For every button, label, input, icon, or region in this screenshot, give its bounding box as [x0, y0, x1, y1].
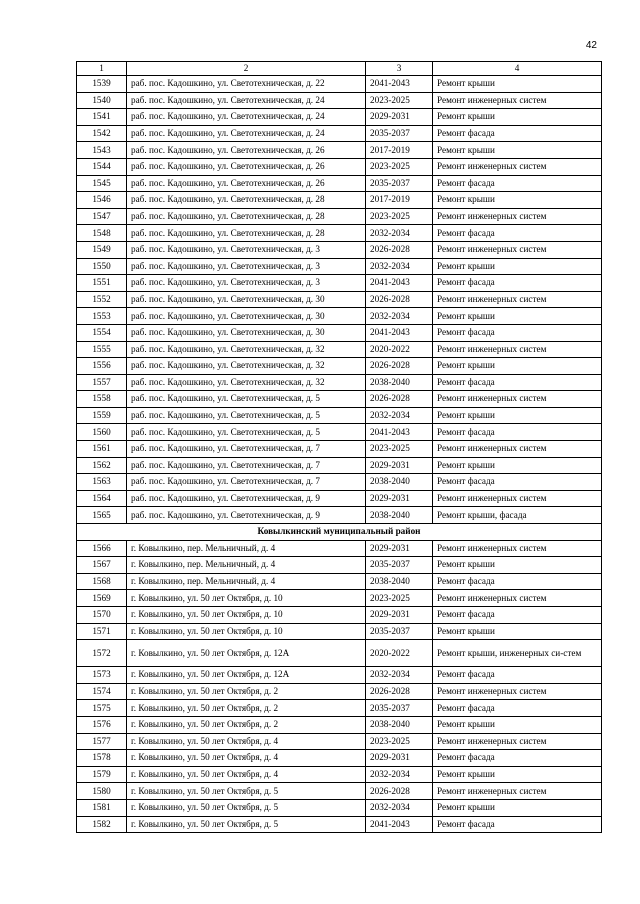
- address-cell: г. Ковылкино, ул. 50 лет Октября, д. 2: [127, 683, 366, 700]
- table-row: [77, 457, 602, 474]
- address-cell: г. Ковылкино, ул. 50 лет Октября, д. 4: [127, 733, 366, 750]
- table-row: [77, 640, 602, 667]
- row-number: 1545: [77, 175, 127, 192]
- work-type-cell: Ремонт инженерных систем: [433, 540, 602, 557]
- table-row: [77, 324, 602, 341]
- period-cell: 2032-2034: [366, 766, 433, 783]
- table-row: [77, 142, 602, 159]
- period-cell: 2035-2037: [366, 175, 433, 192]
- row-number: 1579: [77, 766, 127, 783]
- work-type-cell: Ремонт крыши: [433, 258, 602, 275]
- table-row: [77, 667, 602, 684]
- work-type-cell: Ремонт крыши: [433, 76, 602, 93]
- row-number: 1572: [77, 640, 127, 667]
- work-type-cell: Ремонт крыши: [433, 799, 602, 816]
- work-type-cell: Ремонт крыши: [433, 142, 602, 159]
- address-cell: раб. пос. Кадошкино, ул. Светотехническая, д. 26: [127, 175, 366, 192]
- row-number: 1568: [77, 573, 127, 590]
- work-type-cell: Ремонт инженерных систем: [433, 783, 602, 800]
- period-cell: 2038-2040: [366, 374, 433, 391]
- address-cell: г. Ковылкино, ул. 50 лет Октября, д. 2: [127, 700, 366, 717]
- row-number: 1541: [77, 109, 127, 126]
- work-type-cell: Ремонт фасада: [433, 175, 602, 192]
- table-row: [77, 92, 602, 109]
- period-cell: 2017-2019: [366, 142, 433, 159]
- work-type-cell: Ремонт фасада: [433, 374, 602, 391]
- period-cell: 2029-2031: [366, 109, 433, 126]
- table-row: [77, 733, 602, 750]
- address-cell: раб. пос. Кадошкино, ул. Светотехническая, д. 30: [127, 324, 366, 341]
- row-number: 1553: [77, 308, 127, 325]
- period-cell: 2026-2028: [366, 783, 433, 800]
- row-number: 1562: [77, 457, 127, 474]
- row-number: 1556: [77, 358, 127, 375]
- table-row: [77, 391, 602, 408]
- address-cell: раб. пос. Кадошкино, ул. Светотехническая, д. 7: [127, 474, 366, 491]
- table-row: [77, 799, 602, 816]
- address-cell: раб. пос. Кадошкино, ул. Светотехническая, д. 3: [127, 241, 366, 258]
- address-cell: г. Ковылкино, ул. 50 лет Октября, д. 10: [127, 623, 366, 640]
- period-cell: 2038-2040: [366, 507, 433, 524]
- work-type-cell: Ремонт инженерных систем: [433, 241, 602, 258]
- table-row: [77, 358, 602, 375]
- row-number: 1581: [77, 799, 127, 816]
- table-row: [77, 424, 602, 441]
- address-cell: раб. пос. Кадошкино, ул. Светотехническая, д. 24: [127, 125, 366, 142]
- table-row: [77, 308, 602, 325]
- period-cell: 2032-2034: [366, 308, 433, 325]
- column-header: 3: [366, 62, 433, 76]
- row-number: 1549: [77, 241, 127, 258]
- period-cell: 2038-2040: [366, 573, 433, 590]
- period-cell: 2026-2028: [366, 358, 433, 375]
- row-number: 1567: [77, 557, 127, 574]
- table-row: [77, 623, 602, 640]
- row-number: 1551: [77, 275, 127, 292]
- column-header: 4: [433, 62, 602, 76]
- period-cell: 2023-2025: [366, 208, 433, 225]
- table-row: [77, 716, 602, 733]
- work-type-cell: Ремонт инженерных систем: [433, 590, 602, 607]
- work-type-cell: Ремонт крыши: [433, 716, 602, 733]
- period-cell: 2041-2043: [366, 275, 433, 292]
- work-type-cell: Ремонт инженерных систем: [433, 341, 602, 358]
- address-cell: г. Ковылкино, ул. 50 лет Октября, д. 5: [127, 816, 366, 833]
- table-row: [77, 241, 602, 258]
- table-row: [77, 573, 602, 590]
- row-number: 1555: [77, 341, 127, 358]
- period-cell: 2026-2028: [366, 291, 433, 308]
- address-cell: раб. пос. Кадошкино, ул. Светотехническая, д. 9: [127, 507, 366, 524]
- address-cell: раб. пос. Кадошкино, ул. Светотехническая, д. 30: [127, 291, 366, 308]
- address-cell: раб. пос. Кадошкино, ул. Светотехническая, д. 32: [127, 341, 366, 358]
- period-cell: 2023-2025: [366, 441, 433, 458]
- period-cell: 2038-2040: [366, 716, 433, 733]
- table-row: [77, 341, 602, 358]
- table-row: [77, 441, 602, 458]
- address-cell: г. Ковылкино, ул. 50 лет Октября, д. 10: [127, 590, 366, 607]
- address-cell: раб. пос. Кадошкино, ул. Светотехническая, д. 3: [127, 275, 366, 292]
- address-cell: г. Ковылкино, ул. 50 лет Октября, д. 12А: [127, 667, 366, 684]
- work-type-cell: Ремонт фасада: [433, 667, 602, 684]
- work-type-cell: Ремонт фасада: [433, 424, 602, 441]
- row-number: 1542: [77, 125, 127, 142]
- row-number: 1559: [77, 407, 127, 424]
- row-number: 1561: [77, 441, 127, 458]
- address-cell: раб. пос. Кадошкино, ул. Светотехническая, д. 26: [127, 158, 366, 175]
- period-cell: 2035-2037: [366, 700, 433, 717]
- table-row: [77, 158, 602, 175]
- work-type-cell: Ремонт инженерных систем: [433, 683, 602, 700]
- table-row: [77, 557, 602, 574]
- address-cell: раб. пос. Кадошкино, ул. Светотехническая, д. 32: [127, 374, 366, 391]
- period-cell: 2026-2028: [366, 683, 433, 700]
- row-number: 1582: [77, 816, 127, 833]
- period-cell: 2020-2022: [366, 341, 433, 358]
- work-type-cell: Ремонт крыши, инженерных си-стем: [433, 640, 602, 667]
- row-number: 1573: [77, 667, 127, 684]
- work-type-cell: Ремонт фасада: [433, 125, 602, 142]
- work-type-cell: Ремонт крыши: [433, 407, 602, 424]
- period-cell: 2026-2028: [366, 391, 433, 408]
- work-type-cell: Ремонт крыши: [433, 623, 602, 640]
- table-row: [77, 700, 602, 717]
- work-type-cell: Ремонт фасада: [433, 474, 602, 491]
- period-cell: 2017-2019: [366, 192, 433, 209]
- row-number: 1578: [77, 750, 127, 767]
- period-cell: 2023-2025: [366, 590, 433, 607]
- period-cell: 2023-2025: [366, 158, 433, 175]
- row-number: 1557: [77, 374, 127, 391]
- table-row: [77, 683, 602, 700]
- row-number: 1543: [77, 142, 127, 159]
- row-number: 1576: [77, 716, 127, 733]
- period-cell: 2029-2031: [366, 540, 433, 557]
- address-cell: раб. пос. Кадошкино, ул. Светотехническая, д. 7: [127, 441, 366, 458]
- period-cell: 2041-2043: [366, 816, 433, 833]
- row-number: 1547: [77, 208, 127, 225]
- period-cell: 2041-2043: [366, 324, 433, 341]
- period-cell: 2023-2025: [366, 92, 433, 109]
- period-cell: 2032-2034: [366, 407, 433, 424]
- row-number: 1569: [77, 590, 127, 607]
- address-cell: раб. пос. Кадошкино, ул. Светотехническая, д. 28: [127, 225, 366, 242]
- page-number: 42: [585, 40, 597, 51]
- repair-schedule-table: [76, 61, 602, 833]
- row-number: 1571: [77, 623, 127, 640]
- period-cell: 2032-2034: [366, 667, 433, 684]
- address-cell: раб. пос. Кадошкино, ул. Светотехническая, д. 9: [127, 490, 366, 507]
- row-number: 1540: [77, 92, 127, 109]
- row-number: 1539: [77, 76, 127, 93]
- table-row: [77, 816, 602, 833]
- table-row: [77, 540, 602, 557]
- address-cell: г. Ковылкино, ул. 50 лет Октября, д. 12А: [127, 640, 366, 667]
- table-row: [77, 766, 602, 783]
- table-row: [77, 76, 602, 93]
- table-row: [77, 407, 602, 424]
- address-cell: раб. пос. Кадошкино, ул. Светотехническая, д. 24: [127, 92, 366, 109]
- work-type-cell: Ремонт инженерных систем: [433, 291, 602, 308]
- table-row: [77, 783, 602, 800]
- address-cell: г. Ковылкино, ул. 50 лет Октября, д. 2: [127, 716, 366, 733]
- address-cell: г. Ковылкино, ул. 50 лет Октября, д. 4: [127, 766, 366, 783]
- work-type-cell: Ремонт фасада: [433, 573, 602, 590]
- row-number: 1566: [77, 540, 127, 557]
- table-row: [77, 275, 602, 292]
- row-number: 1580: [77, 783, 127, 800]
- work-type-cell: Ремонт инженерных систем: [433, 733, 602, 750]
- table-row: [77, 125, 602, 142]
- period-cell: 2035-2037: [366, 125, 433, 142]
- work-type-cell: Ремонт инженерных систем: [433, 441, 602, 458]
- work-type-cell: Ремонт инженерных систем: [433, 490, 602, 507]
- row-number: 1544: [77, 158, 127, 175]
- period-cell: 2032-2034: [366, 225, 433, 242]
- address-cell: раб. пос. Кадошкино, ул. Светотехническая, д. 24: [127, 109, 366, 126]
- table-row: [77, 208, 602, 225]
- row-number: 1554: [77, 324, 127, 341]
- work-type-cell: Ремонт инженерных систем: [433, 391, 602, 408]
- work-type-cell: Ремонт крыши, фасада: [433, 507, 602, 524]
- period-cell: 2041-2043: [366, 424, 433, 441]
- work-type-cell: Ремонт фасада: [433, 750, 602, 767]
- address-cell: г. Ковылкино, пер. Мельничный, д. 4: [127, 573, 366, 590]
- table-row: [77, 590, 602, 607]
- row-number: 1564: [77, 490, 127, 507]
- row-number: 1570: [77, 607, 127, 624]
- column-header: 2: [127, 62, 366, 76]
- address-cell: раб. пос. Кадошкино, ул. Светотехническая, д. 22: [127, 76, 366, 93]
- period-cell: 2029-2031: [366, 750, 433, 767]
- work-type-cell: Ремонт крыши: [433, 308, 602, 325]
- table-row: [77, 291, 602, 308]
- period-cell: 2041-2043: [366, 76, 433, 93]
- table-row: [77, 374, 602, 391]
- work-type-cell: Ремонт фасада: [433, 816, 602, 833]
- section-header-row: [77, 524, 602, 541]
- table-row: [77, 490, 602, 507]
- address-cell: г. Ковылкино, ул. 50 лет Октября, д. 4: [127, 750, 366, 767]
- work-type-cell: Ремонт инженерных систем: [433, 158, 602, 175]
- table-row: [77, 192, 602, 209]
- address-cell: раб. пос. Кадошкино, ул. Светотехническая, д. 26: [127, 142, 366, 159]
- address-cell: г. Ковылкино, ул. 50 лет Октября, д. 10: [127, 607, 366, 624]
- work-type-cell: Ремонт крыши: [433, 766, 602, 783]
- table-header-row: [77, 62, 602, 76]
- period-cell: 2035-2037: [366, 623, 433, 640]
- row-number: 1546: [77, 192, 127, 209]
- period-cell: 2029-2031: [366, 490, 433, 507]
- address-cell: раб. пос. Кадошкино, ул. Светотехническая, д. 30: [127, 308, 366, 325]
- address-cell: раб. пос. Кадошкино, ул. Светотехническая, д. 32: [127, 358, 366, 375]
- address-cell: раб. пос. Кадошкино, ул. Светотехническая, д. 5: [127, 391, 366, 408]
- row-number: 1563: [77, 474, 127, 491]
- work-type-cell: Ремонт фасада: [433, 324, 602, 341]
- period-cell: 2020-2022: [366, 640, 433, 667]
- address-cell: раб. пос. Кадошкино, ул. Светотехническая, д. 28: [127, 192, 366, 209]
- table-row: [77, 474, 602, 491]
- table-row: [77, 507, 602, 524]
- work-type-cell: Ремонт крыши: [433, 109, 602, 126]
- period-cell: 2029-2031: [366, 607, 433, 624]
- period-cell: 2032-2034: [366, 258, 433, 275]
- row-number: 1560: [77, 424, 127, 441]
- work-type-cell: Ремонт фасада: [433, 700, 602, 717]
- table-row: [77, 607, 602, 624]
- row-number: 1548: [77, 225, 127, 242]
- work-type-cell: Ремонт инженерных систем: [433, 208, 602, 225]
- period-cell: 2026-2028: [366, 241, 433, 258]
- row-number: 1565: [77, 507, 127, 524]
- row-number: 1575: [77, 700, 127, 717]
- work-type-cell: Ремонт фасада: [433, 275, 602, 292]
- table-row: [77, 175, 602, 192]
- period-cell: 2035-2037: [366, 557, 433, 574]
- address-cell: г. Ковылкино, пер. Мельничный, д. 4: [127, 557, 366, 574]
- row-number: 1550: [77, 258, 127, 275]
- row-number: 1552: [77, 291, 127, 308]
- work-type-cell: Ремонт фасада: [433, 607, 602, 624]
- work-type-cell: Ремонт крыши: [433, 192, 602, 209]
- row-number: 1558: [77, 391, 127, 408]
- period-cell: 2023-2025: [366, 733, 433, 750]
- work-type-cell: Ремонт крыши: [433, 557, 602, 574]
- work-type-cell: Ремонт инженерных систем: [433, 92, 602, 109]
- work-type-cell: Ремонт крыши: [433, 457, 602, 474]
- row-number: 1577: [77, 733, 127, 750]
- address-cell: г. Ковылкино, пер. Мельничный, д. 4: [127, 540, 366, 557]
- address-cell: раб. пос. Кадошкино, ул. Светотехническая, д. 5: [127, 407, 366, 424]
- address-cell: раб. пос. Кадошкино, ул. Светотехническая, д. 28: [127, 208, 366, 225]
- period-cell: 2029-2031: [366, 457, 433, 474]
- row-number: 1574: [77, 683, 127, 700]
- table-row: [77, 225, 602, 242]
- period-cell: 2038-2040: [366, 474, 433, 491]
- column-header: 1: [77, 62, 127, 76]
- address-cell: раб. пос. Кадошкино, ул. Светотехническая, д. 7: [127, 457, 366, 474]
- table-row: [77, 109, 602, 126]
- section-title: Ковылкинский муниципальный район: [77, 524, 602, 541]
- work-type-cell: Ремонт фасада: [433, 225, 602, 242]
- address-cell: г. Ковылкино, ул. 50 лет Октября, д. 5: [127, 783, 366, 800]
- address-cell: раб. пос. Кадошкино, ул. Светотехническая, д. 5: [127, 424, 366, 441]
- address-cell: г. Ковылкино, ул. 50 лет Октября, д. 5: [127, 799, 366, 816]
- work-type-cell: Ремонт крыши: [433, 358, 602, 375]
- table-row: [77, 258, 602, 275]
- address-cell: раб. пос. Кадошкино, ул. Светотехническая, д. 3: [127, 258, 366, 275]
- table-row: [77, 750, 602, 767]
- period-cell: 2032-2034: [366, 799, 433, 816]
